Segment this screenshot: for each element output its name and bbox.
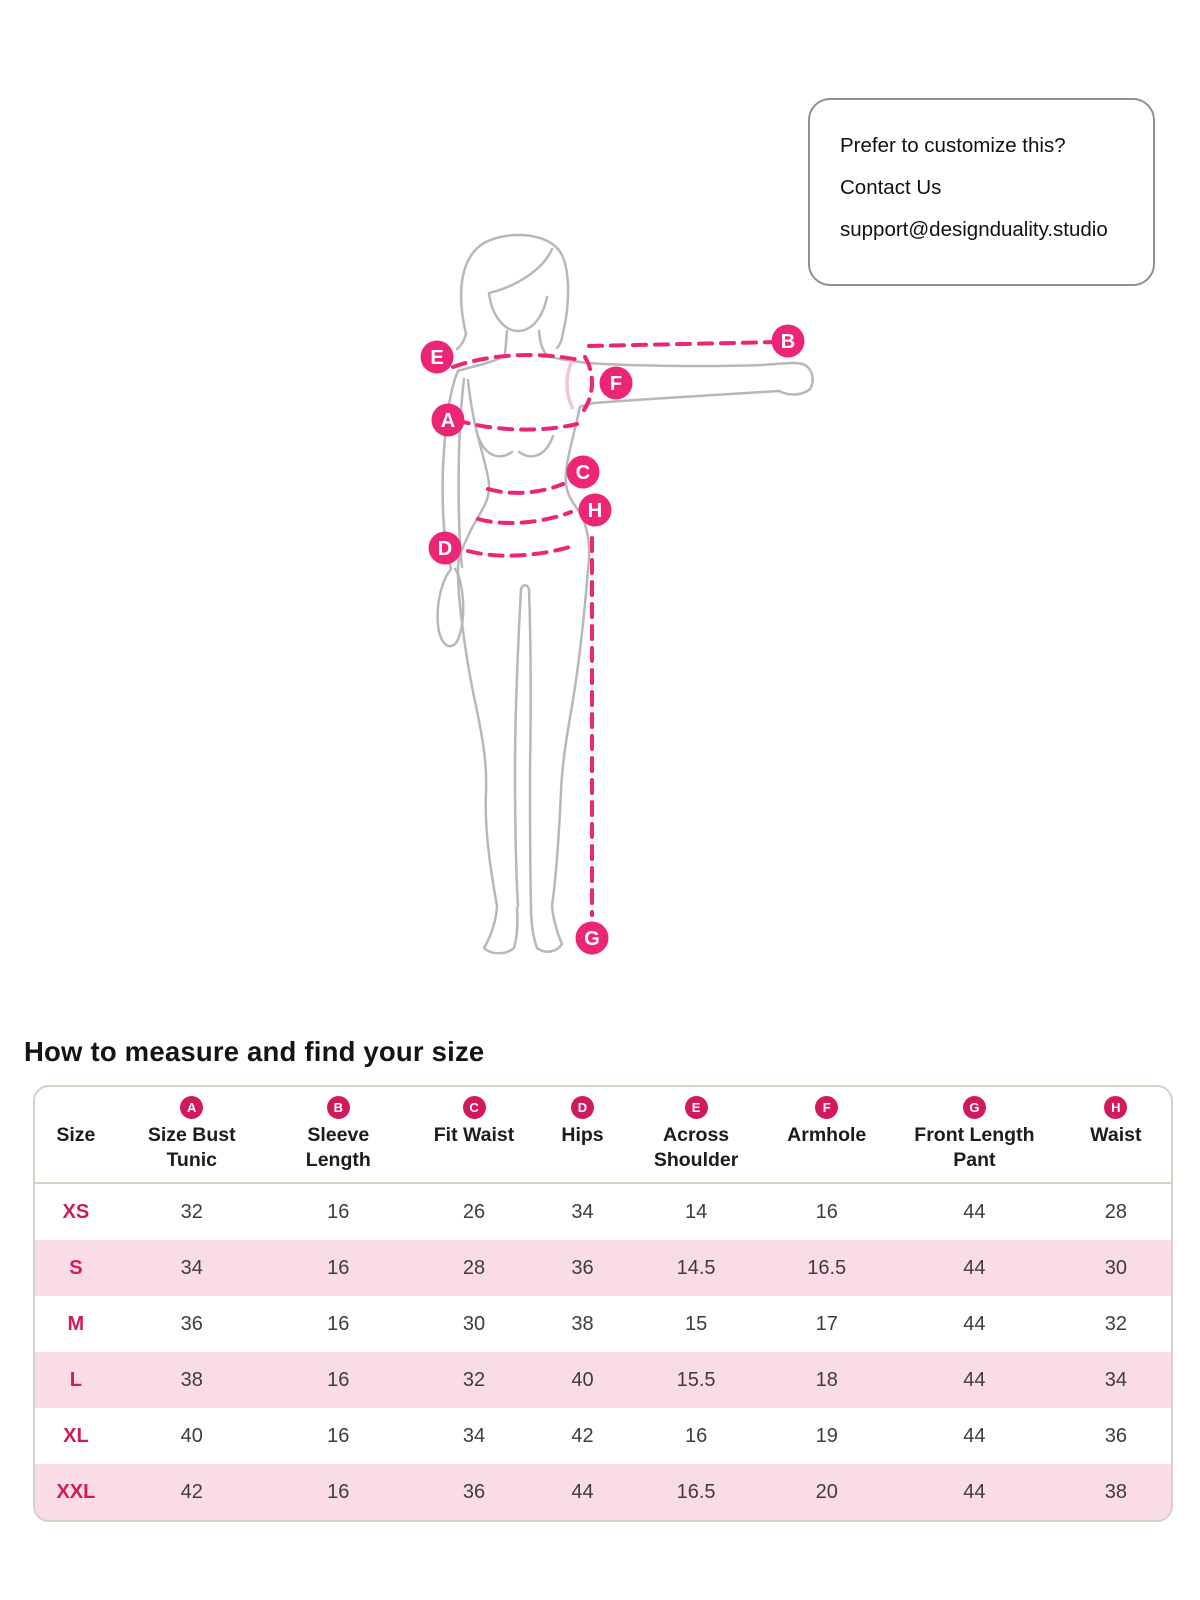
svg-text:B: B	[780, 331, 796, 353]
armhole-highlight-arc	[567, 359, 573, 409]
column-label-line2: Pant	[953, 1149, 996, 1171]
column-label-line1: Size	[56, 1124, 96, 1146]
measurement-value: 32	[1104, 1312, 1127, 1335]
column-badge-icon: F	[815, 1096, 838, 1119]
column-header	[410, 1096, 538, 1173]
column-label	[561, 1123, 603, 1148]
marker-E	[421, 341, 454, 374]
table-header-row	[35, 1087, 1171, 1184]
svg-text:C: C	[575, 462, 591, 484]
size-label: S	[69, 1256, 83, 1279]
size-label: M	[67, 1312, 85, 1335]
table-body	[35, 1184, 1171, 1520]
measurement-value: 16	[327, 1480, 350, 1503]
marker-B	[772, 325, 805, 358]
contact-us-text: Contact Us	[840, 176, 942, 199]
marker-F	[600, 367, 633, 400]
column-badge-icon: G	[963, 1096, 986, 1119]
measurement-value: 44	[571, 1480, 594, 1503]
table-row	[35, 1296, 1171, 1352]
measurement-value: 38	[571, 1312, 594, 1335]
measurement-value: 36	[571, 1256, 594, 1279]
callout-question: Prefer to customize this?	[840, 134, 1066, 157]
svg-text:E: E	[430, 347, 444, 369]
customize-callout	[808, 98, 1155, 286]
measurement-value: 17	[815, 1312, 838, 1335]
column-label-line1: Across	[663, 1124, 730, 1146]
column-label	[654, 1123, 739, 1173]
measurement-value: 40	[571, 1368, 594, 1391]
measurement-value: 32	[462, 1368, 486, 1391]
measurement-value: 15	[684, 1312, 708, 1335]
column-label-line1: Front Length	[914, 1124, 1035, 1146]
measurement-value: 14.5	[676, 1256, 716, 1279]
measurement-value: 44	[963, 1200, 986, 1223]
column-label-line2: Length	[305, 1149, 371, 1171]
marker-G	[576, 922, 609, 955]
size-chart-table	[33, 1085, 1173, 1522]
measurement-value: 34	[571, 1200, 594, 1223]
measurement-value: 30	[462, 1312, 486, 1335]
measurement-value: 40	[180, 1424, 203, 1447]
column-label-line1: Size Bust	[147, 1124, 236, 1146]
svg-text:D: D	[437, 538, 453, 560]
column-label-line1: Sleeve	[307, 1124, 370, 1146]
column-label-line2: Tunic	[166, 1149, 218, 1171]
figure-markers	[421, 325, 805, 955]
size-label: L	[69, 1368, 82, 1391]
measurement-value: 38	[180, 1368, 203, 1391]
measurement-value: 14	[684, 1200, 708, 1223]
column-label	[56, 1123, 95, 1148]
column-header	[267, 1096, 410, 1173]
column-label-line2: Shoulder	[653, 1149, 739, 1171]
measurement-value: 16	[327, 1200, 350, 1223]
column-badge-icon: B	[327, 1096, 350, 1119]
measurement-value: 34	[1104, 1368, 1127, 1391]
column-badge-icon: E	[685, 1096, 708, 1119]
column-label-line1: Fit Waist	[433, 1124, 515, 1146]
measurement-value: 19	[815, 1424, 838, 1447]
measurement-value: 16	[684, 1424, 708, 1447]
sleeve-line-B	[589, 342, 779, 346]
svg-text:A: A	[440, 410, 456, 432]
table-row	[35, 1184, 1171, 1240]
shoulder-line-E	[453, 355, 579, 367]
column-badge-icon: C	[463, 1096, 486, 1119]
armhole-line-F	[584, 357, 592, 410]
measurement-value: 42	[180, 1480, 203, 1503]
column-header	[538, 1096, 627, 1173]
table-row	[35, 1464, 1171, 1520]
hip-line-H	[478, 512, 571, 523]
measurement-value: 16	[815, 1200, 838, 1223]
size-label: XL	[63, 1424, 89, 1447]
measurement-value: 16	[327, 1368, 350, 1391]
column-label-line1: Waist	[1090, 1124, 1142, 1146]
column-label	[434, 1123, 515, 1148]
column-header	[765, 1096, 888, 1173]
measurement-value: 42	[571, 1424, 594, 1447]
column-header	[117, 1096, 267, 1173]
measurement-value: 30	[1104, 1256, 1127, 1279]
column-label-line1: Armhole	[787, 1124, 867, 1146]
column-header	[888, 1096, 1061, 1173]
measurement-value: 36	[1104, 1424, 1127, 1447]
table-row	[35, 1352, 1171, 1408]
measurement-value: 44	[963, 1312, 986, 1335]
column-label	[1090, 1123, 1141, 1148]
waist-line-C	[488, 484, 563, 493]
svg-text:H: H	[587, 500, 603, 522]
table-row	[35, 1408, 1171, 1464]
svg-text:F: F	[609, 373, 623, 395]
measurement-value: 16	[327, 1424, 350, 1447]
measurement-value: 20	[815, 1480, 838, 1503]
measurement-value: 38	[1104, 1480, 1127, 1503]
body-figure-svg	[400, 220, 830, 980]
column-label	[914, 1123, 1034, 1173]
measurement-value: 28	[462, 1256, 486, 1279]
marker-A	[432, 404, 465, 437]
measurement-value: 16.5	[807, 1256, 847, 1279]
measurement-diagram	[400, 220, 830, 980]
column-label	[787, 1123, 866, 1148]
marker-D	[429, 532, 462, 565]
measurement-value: 44	[963, 1368, 986, 1391]
size-label: XXL	[56, 1480, 96, 1503]
measurement-value: 28	[1104, 1200, 1127, 1223]
column-header	[1061, 1096, 1171, 1173]
table-row	[35, 1240, 1171, 1296]
column-badge-icon: A	[180, 1096, 203, 1119]
measurement-value: 16	[327, 1256, 350, 1279]
column-label-line1: Hips	[561, 1124, 604, 1146]
measurement-value: 15.5	[676, 1368, 716, 1391]
measurement-value: 16.5	[676, 1480, 716, 1503]
measurement-value: 34	[462, 1424, 486, 1447]
svg-text:G: G	[584, 928, 600, 950]
measurement-value: 16	[327, 1312, 350, 1335]
measurement-value: 34	[180, 1256, 203, 1279]
measurement-value: 36	[462, 1480, 486, 1503]
marker-C	[567, 456, 600, 489]
page-title: How to measure and find your size	[24, 1035, 485, 1067]
column-label	[306, 1123, 371, 1173]
column-badge-icon: H	[1104, 1096, 1127, 1119]
measurement-value: 26	[462, 1200, 486, 1223]
column-badge-icon: D	[571, 1096, 594, 1119]
support-email-text: support@designduality.studio	[840, 218, 1108, 241]
measurement-value: 36	[180, 1312, 203, 1335]
measurement-value: 44	[963, 1256, 986, 1279]
marker-H	[579, 494, 612, 527]
column-label	[148, 1123, 236, 1173]
measurement-value: 32	[180, 1200, 203, 1223]
measurement-dashed-lines	[453, 342, 779, 915]
measurement-value: 44	[963, 1480, 986, 1503]
measurement-value: 18	[815, 1368, 838, 1391]
size-label: XS	[62, 1200, 90, 1223]
measurement-value: 44	[963, 1424, 986, 1447]
lower-hip-line-D	[468, 545, 576, 556]
column-header	[627, 1096, 766, 1173]
column-header	[35, 1096, 117, 1173]
